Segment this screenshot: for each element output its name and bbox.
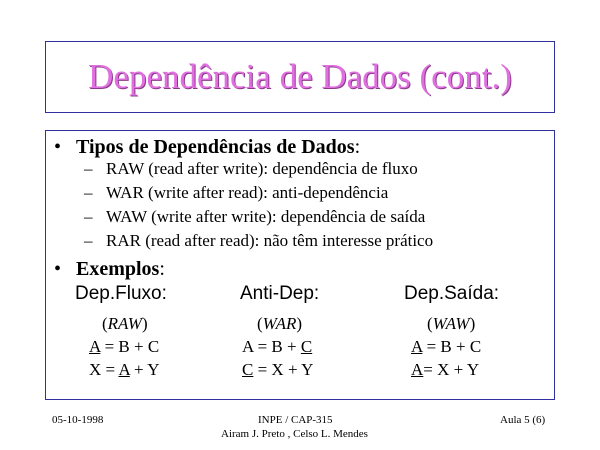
sub-item-raw bbox=[84, 159, 418, 179]
paren-open: ( bbox=[427, 314, 433, 333]
sub-item-text: RAW (read after write): dependência de fluxo bbox=[106, 159, 418, 178]
content-box bbox=[45, 130, 555, 400]
column-heading-anti: Anti-Dep: bbox=[240, 283, 320, 304]
equation-rest: = B + C bbox=[100, 337, 160, 356]
column-type-raw bbox=[102, 314, 148, 334]
underlined-var: C bbox=[242, 360, 254, 379]
footer-date: 05-10-1998 bbox=[52, 414, 104, 426]
title-box bbox=[45, 41, 555, 113]
bullet-exemplos-label: Exemplos bbox=[76, 258, 160, 280]
sub-dash: – bbox=[84, 159, 93, 178]
sub-dash: – bbox=[84, 207, 93, 226]
bullet-tipos bbox=[76, 136, 360, 158]
paren-open: ( bbox=[257, 314, 263, 333]
sub-dash: – bbox=[84, 231, 93, 250]
column-heading-fluxo: Dep.Fluxo: bbox=[75, 283, 167, 304]
bullet-tipos-label: Tipos de Dependências de Dados bbox=[76, 136, 355, 158]
column-type-war bbox=[257, 314, 302, 334]
equation-rest: = B + C bbox=[422, 337, 482, 356]
paren-close: ) bbox=[141, 314, 148, 333]
sub-item-text: RAR (read after read): não têm interesse prático bbox=[106, 231, 434, 250]
equation-rest: = X + Y bbox=[253, 360, 314, 379]
bullet-marker: • bbox=[54, 258, 62, 280]
footer-page: Aula 5 (6) bbox=[500, 414, 546, 426]
equation-war-2 bbox=[242, 360, 313, 380]
equation-waw-1 bbox=[411, 337, 481, 357]
footer-authors: Airam J. Preto , Celso L. Mendes bbox=[221, 428, 368, 440]
equation-waw-2 bbox=[411, 360, 479, 380]
column-type-waw bbox=[427, 314, 475, 334]
bullet-marker: • bbox=[54, 136, 62, 158]
paren-close: ) bbox=[296, 314, 303, 333]
sub-item-rar bbox=[84, 231, 433, 251]
type-label: WAR bbox=[262, 314, 297, 333]
equation-rest: = X + Y bbox=[423, 360, 480, 379]
paren-close: ) bbox=[469, 314, 476, 333]
footer-course: INPE / CAP-315 bbox=[258, 414, 333, 426]
sub-item-text: WAW (write after write): dependência de saída bbox=[106, 207, 426, 226]
underlined-var: A bbox=[89, 337, 101, 356]
slide-title: Dependência de Dados (cont.) bbox=[88, 57, 512, 96]
sub-item-war bbox=[84, 183, 388, 203]
equation-pre: X = bbox=[89, 360, 119, 379]
equation-war-1 bbox=[242, 337, 312, 357]
equation-rest: + Y bbox=[129, 360, 160, 379]
paren-open: ( bbox=[102, 314, 108, 333]
type-label: RAW bbox=[107, 314, 142, 333]
column-heading-saida: Dep.Saída: bbox=[404, 283, 500, 304]
bullet-exemplos bbox=[76, 258, 165, 280]
equation-pre: A = B + bbox=[242, 337, 301, 356]
sub-item-text: WAR (write after read): anti-dependência bbox=[106, 183, 389, 202]
bullet-exemplos-colon: : bbox=[159, 258, 165, 280]
underlined-var: C bbox=[300, 337, 313, 356]
bullet-tipos-colon: : bbox=[354, 136, 361, 158]
underlined-var: A bbox=[411, 337, 423, 356]
underlined-var: A bbox=[411, 360, 424, 379]
underlined-var: A bbox=[118, 360, 130, 379]
equation-raw-2 bbox=[89, 360, 160, 380]
sub-dash: – bbox=[84, 183, 93, 202]
equation-raw-1 bbox=[89, 337, 159, 357]
type-label: WAW bbox=[432, 314, 470, 333]
sub-item-waw bbox=[84, 207, 425, 227]
